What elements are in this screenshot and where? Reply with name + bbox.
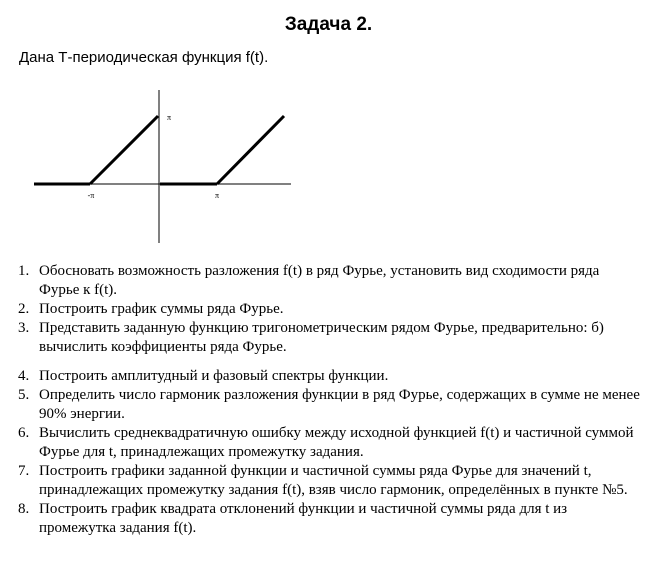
task-item	[0, 424, 657, 462]
task-item	[0, 319, 657, 357]
task-number: 8.	[18, 501, 30, 517]
tick-label-minus-pi: -π	[87, 191, 95, 200]
task-text: Определить число гармоник разложения функции в ряд Фурье, содержащих в сумме не менее 90% энергии.	[39, 387, 640, 422]
function-graph	[0, 80, 320, 250]
task-number: 7.	[18, 463, 30, 479]
task-item	[0, 300, 657, 319]
function-segment-ramp-left	[90, 116, 158, 184]
task-item	[0, 386, 657, 424]
tick-label-pi: π	[214, 191, 220, 200]
task-item	[0, 500, 657, 538]
task-number: 3.	[18, 320, 30, 336]
task-title: Задача 2.	[284, 14, 373, 35]
task-text: Построить графики заданной функции и частичной суммы ряда Фурье для значений t, принадлежащих промежутку задания f(t), взяв число гармоник, определённых в пункте №5.	[39, 463, 628, 498]
task-item	[0, 262, 657, 300]
task-list	[0, 262, 657, 538]
task-text: Вычислить среднеквадратичную ошибку между исходной функцией f(t) и частичной суммой Фурье для t, принадлежащих промежутку задания.	[39, 425, 634, 460]
task-item	[0, 462, 657, 500]
task-number: 2.	[18, 301, 30, 317]
task-text: Представить заданную функцию тригонометрическим рядом Фурье, предварительно: б) вычислить коэффициенты ряда Фурье.	[39, 320, 604, 355]
task-number: 6.	[18, 425, 30, 441]
task-text: Построить график суммы ряда Фурье.	[39, 301, 284, 317]
task-item	[0, 367, 657, 386]
intro-text: Дана Т-периодическая функция f(t).	[19, 49, 269, 66]
task-number: 1.	[18, 263, 30, 279]
function-segment-ramp-right	[217, 116, 284, 184]
task-number: 4.	[18, 368, 30, 384]
task-text: Построить график квадрата отклонений функции и частичной суммы ряда для t из промежутка задания f(t).	[39, 501, 568, 536]
task-number: 5.	[18, 387, 30, 403]
task-text: Обосновать возможность разложения f(t) в ряд Фурье, установить вид сходимости ряда Фурье к f(t).	[39, 263, 600, 298]
tick-label-pi-vertical: π	[166, 113, 172, 122]
task-text: Построить амплитудный и фазовый спектры функции.	[39, 368, 389, 384]
